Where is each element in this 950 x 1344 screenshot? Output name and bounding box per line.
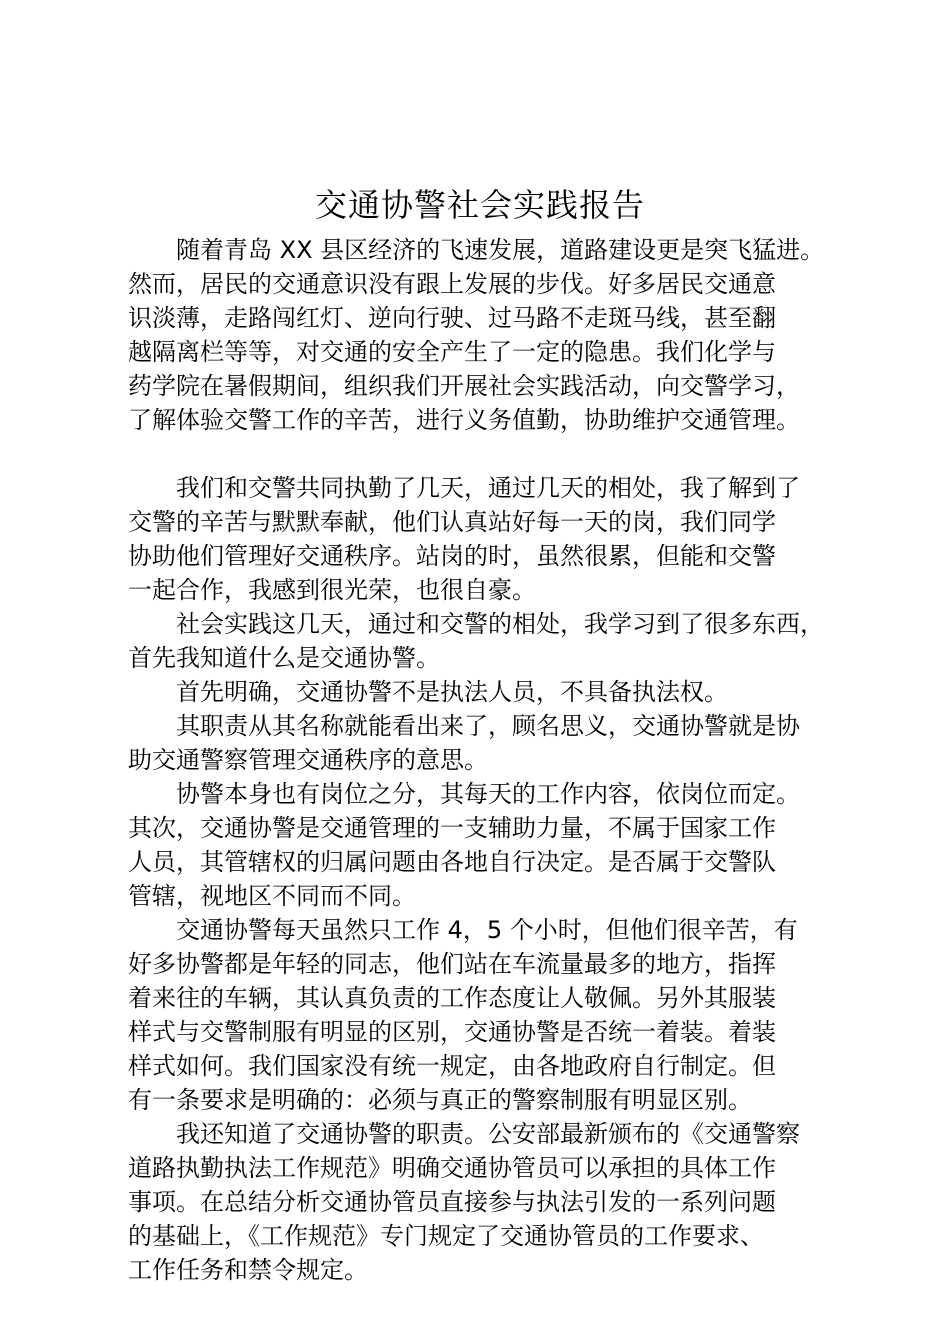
text-line: 社会实践这几天，通过和交警的相处，我学习到了很多东西， (128, 610, 824, 638)
text-line: 样式与交警制服有明显的区别，交通协警是否统一着装。着装 (128, 1018, 776, 1046)
text-line: 识淡薄，走路闯红灯、逆向行驶、过马路不走斑马线，甚至翻 (128, 304, 776, 332)
text-line: 了解体验交警工作的辛苦，进行义务值勤，协助维护交通管理。 (128, 406, 800, 434)
text-line: 道路执勤执法工作规范》明确交通协管员可以承担的具体工作 (128, 1154, 776, 1182)
document-title: 交通协警社会实践报告 (314, 186, 645, 224)
text-line: 其次，交通协警是交通管理的一支辅助力量，不属于国家工作 (128, 814, 776, 842)
text-line: 有一条要求是明确的：必须与真正的警察制服有明显区别。 (128, 1086, 752, 1114)
text-line: 药学院在暑假期间，组织我们开展社会实践活动，向交警学习， (128, 372, 800, 400)
text-line: 着来往的车辆，其认真负责的工作态度让人敬佩。另外其服装 (128, 984, 776, 1012)
paragraph-gap (128, 437, 868, 471)
text-line: 交警的辛苦与默默奉献，他们认真站好每一天的岗，我们同学 (128, 508, 776, 536)
text-line: 随着青岛 XX 县区经济的飞速发展，道路建设更是突飞猛进。 (128, 236, 825, 264)
text-line: 然而，居民的交通意识没有跟上发展的步伐。好多居民交通意 (128, 270, 776, 298)
text-line: 人员，其管辖权的归属问题由各地自行决定。是否属于交警队 (128, 848, 776, 876)
text-line: 管辖，视地区不同而不同。 (128, 882, 416, 910)
text-line: 交通协警每天虽然只工作 4，5 个小时，但他们很辛苦，有 (128, 916, 798, 944)
text-line: 越隔离栏等等，对交通的安全产生了一定的隐患。我们化学与 (128, 338, 776, 366)
text-line: 协助他们管理好交通秩序。站岗的时，虽然很累，但能和交警 (128, 542, 776, 570)
text-line: 好多协警都是年轻的同志，他们站在车流量最多的地方，指挥 (128, 950, 776, 978)
text-line: 工作任务和禁令规定。 (128, 1256, 368, 1284)
document-body (128, 233, 868, 1287)
text-line: 的基础上，《工作规范》专门规定了交通协管员的工作要求、 (128, 1222, 764, 1250)
text-line: 样式如何。我们国家没有统一规定，由各地政府自行制定。但 (128, 1052, 776, 1080)
text-line: 其职责从其名称就能看出来了，顾名思义，交通协警就是协 (128, 712, 800, 740)
text-line: 协警本身也有岗位之分，其每天的工作内容，依岗位而定。 (128, 780, 800, 808)
text-line: 我还知道了交通协警的职责。公安部最新颁布的《交通警察 (128, 1120, 800, 1148)
text-line: 助交通警察管理交通秩序的意思。 (128, 746, 488, 774)
text-line: 首先明确，交通协警不是执法人员，不具备执法权。 (128, 678, 728, 706)
text-line: 我们和交警共同执勤了几天，通过几天的相处，我了解到了 (128, 474, 800, 502)
text-line: 首先我知道什么是交通协警。 (128, 644, 440, 672)
text-line: 事项。在总结分析交通协管员直接参与执法引发的一系列问题 (128, 1188, 776, 1216)
text-line: 一起合作，我感到很光荣，也很自豪。 (128, 576, 536, 604)
